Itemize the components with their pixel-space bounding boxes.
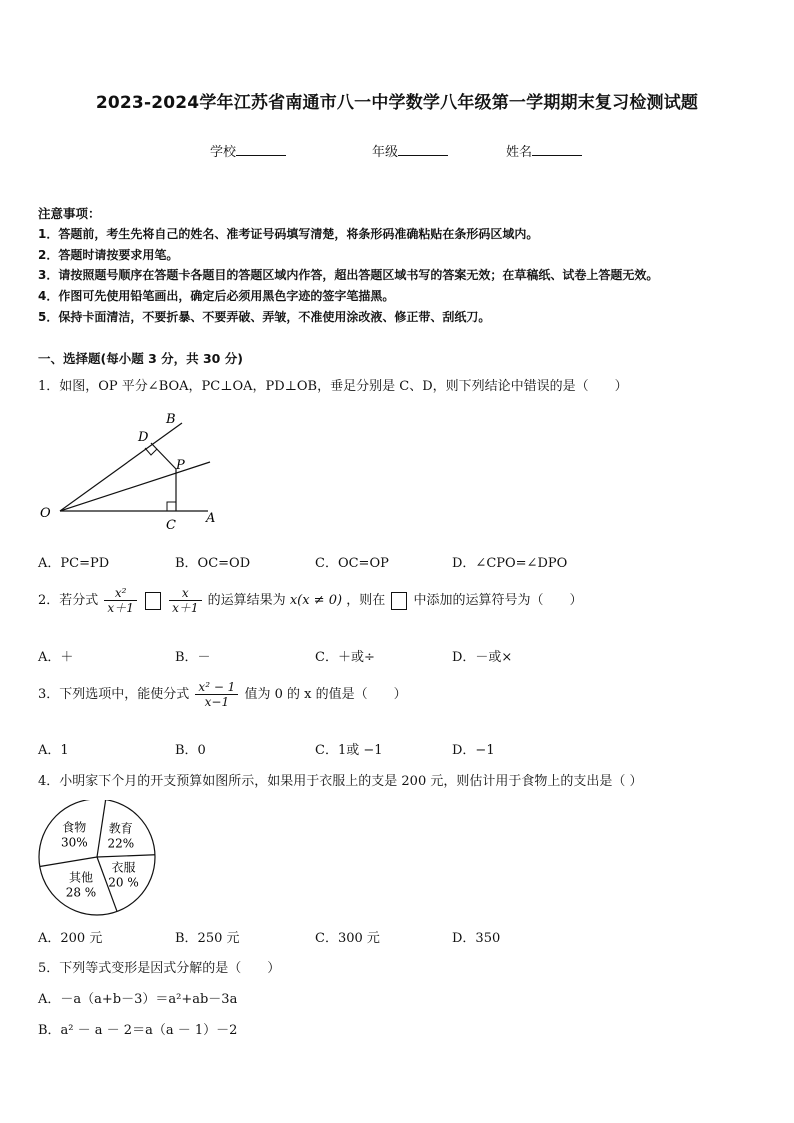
label-b: B	[166, 412, 176, 427]
q2-option-c[interactable]: C．＋或÷	[315, 650, 375, 665]
question-1-stem: 1．如图，OP 平分∠BOA，PC⊥OA，PD⊥OB，垂足分别是 C、D，则下列结论中错误的是（ ）	[38, 379, 628, 394]
pie-slice-value: 20 %	[108, 875, 139, 890]
q3-frac-num: x² − 1	[195, 680, 238, 695]
label-d: D	[138, 430, 149, 445]
q4-option-d[interactable]: D．350	[452, 931, 501, 946]
grade-field	[372, 141, 448, 160]
q3-frac-den: x−1	[204, 695, 230, 709]
q2-result: x(x ≠ 0)	[289, 593, 343, 608]
grade-label: 年级	[372, 145, 399, 160]
q4-option-b[interactable]: B．250 元	[175, 931, 240, 946]
q2-option-d[interactable]: D．－或×	[452, 650, 513, 665]
section-heading: 一、选择题(每小题 3 分，共 30 分)	[38, 351, 243, 366]
q2-mid: 的运算结果为	[207, 593, 286, 608]
operator-box	[145, 592, 161, 610]
pie-slice-category: 衣服	[111, 860, 136, 875]
q5-option-a[interactable]: A．－a（a+b－3）＝a²+ab－3a	[38, 992, 238, 1007]
note-item: 1．答题前，考生先将自己的姓名、准考证号码填写清楚，将条形码准确粘贴在条形码区域内。	[38, 227, 539, 241]
grade-blank[interactable]	[398, 143, 448, 156]
q2-frac1-num: x²	[104, 586, 136, 601]
pie-slice-category: 食物	[62, 820, 87, 835]
q3-fraction	[195, 680, 238, 709]
q3-option-b[interactable]: B．0	[175, 743, 206, 758]
name-label: 姓名	[506, 145, 533, 160]
q2-frac2-den: x＋1	[172, 601, 199, 615]
q3-option-a[interactable]: A．1	[38, 743, 69, 758]
note-item: 5．保持卡面清洁，不要折暴、不要弄破、弄皱，不准使用涂改液、修正带、刮纸刀。	[38, 310, 491, 324]
pie-slice-value: 22%	[107, 836, 135, 851]
label-o: O	[40, 506, 51, 521]
note-item: 4．作图可先使用铅笔画出，确定后必须用黑色字迹的签字笔描黑。	[38, 289, 395, 303]
school-label: 学校	[210, 145, 237, 160]
q2-post2: 中添加的运算符号为（ ）	[413, 593, 583, 608]
q2-fraction-2	[169, 586, 201, 615]
operator-box	[391, 592, 407, 610]
budget-pie-chart	[34, 800, 162, 920]
school-field	[210, 141, 286, 160]
pie-slice-value: 30%	[60, 835, 88, 850]
q3-pre: 3．下列选项中，能使分式	[38, 687, 190, 702]
page-title: 2023-2024学年江苏省南通市八一中学数学八年级第一学期期末复习检测试题	[95, 93, 699, 113]
q2-fraction-1	[104, 586, 136, 615]
q1-option-d[interactable]: D．∠CPO=∠DPO	[452, 556, 568, 571]
pie-slice-category: 教育	[108, 821, 133, 836]
q1-option-b[interactable]: B．OC=OD	[175, 556, 251, 571]
q5-option-b[interactable]: B．a² － a － 2＝a（a － 1）－2	[38, 1023, 238, 1038]
question-3-stem	[38, 680, 407, 709]
angle-bisector-figure	[30, 405, 230, 535]
school-blank[interactable]	[236, 143, 286, 156]
q3-option-c[interactable]: C．1或 −1	[315, 743, 383, 758]
q2-option-a[interactable]: A．＋	[38, 650, 74, 665]
q2-frac2-num: x	[169, 586, 201, 601]
name-blank[interactable]	[532, 143, 582, 156]
question-4-stem: 4．小明家下个月的开支预算如图所示，如果用于衣服上的支是 200 元，则估计用于食物上的支出是（ ）	[38, 774, 643, 789]
question-2-stem	[38, 586, 583, 615]
q2-pre: 2．若分式	[38, 593, 99, 608]
label-c: C	[166, 518, 176, 533]
question-5-stem: 5．下列等式变形是因式分解的是（ ）	[38, 961, 281, 976]
q2-post1: ，则在	[346, 593, 386, 608]
note-item: 2．答题时请按要求用笔。	[38, 248, 179, 262]
q4-option-c[interactable]: C．300 元	[315, 931, 380, 946]
q3-post: 值为 0 的 x 的值是（ ）	[244, 687, 407, 702]
label-a: A	[206, 511, 216, 526]
label-p: P	[176, 458, 185, 473]
notes-heading: 注意事项：	[38, 206, 101, 221]
q2-frac1-den: x＋1	[107, 601, 134, 615]
pie-slice-category: 其他	[68, 870, 93, 885]
q1-option-a[interactable]: A．PC=PD	[38, 556, 110, 571]
q3-option-d[interactable]: D．−1	[452, 743, 495, 758]
q2-option-b[interactable]: B．－	[175, 650, 211, 665]
pie-slice-value: 28 %	[65, 885, 97, 900]
q4-option-a[interactable]: A．200 元	[38, 931, 103, 946]
name-field	[506, 141, 582, 160]
q1-option-c[interactable]: C．OC=OP	[315, 556, 389, 571]
note-item: 3．请按照题号顺序在答题卡各题目的答题区域内作答，超出答题区域书写的答案无效；在草稿纸、试卷上答题无效。	[38, 268, 659, 282]
